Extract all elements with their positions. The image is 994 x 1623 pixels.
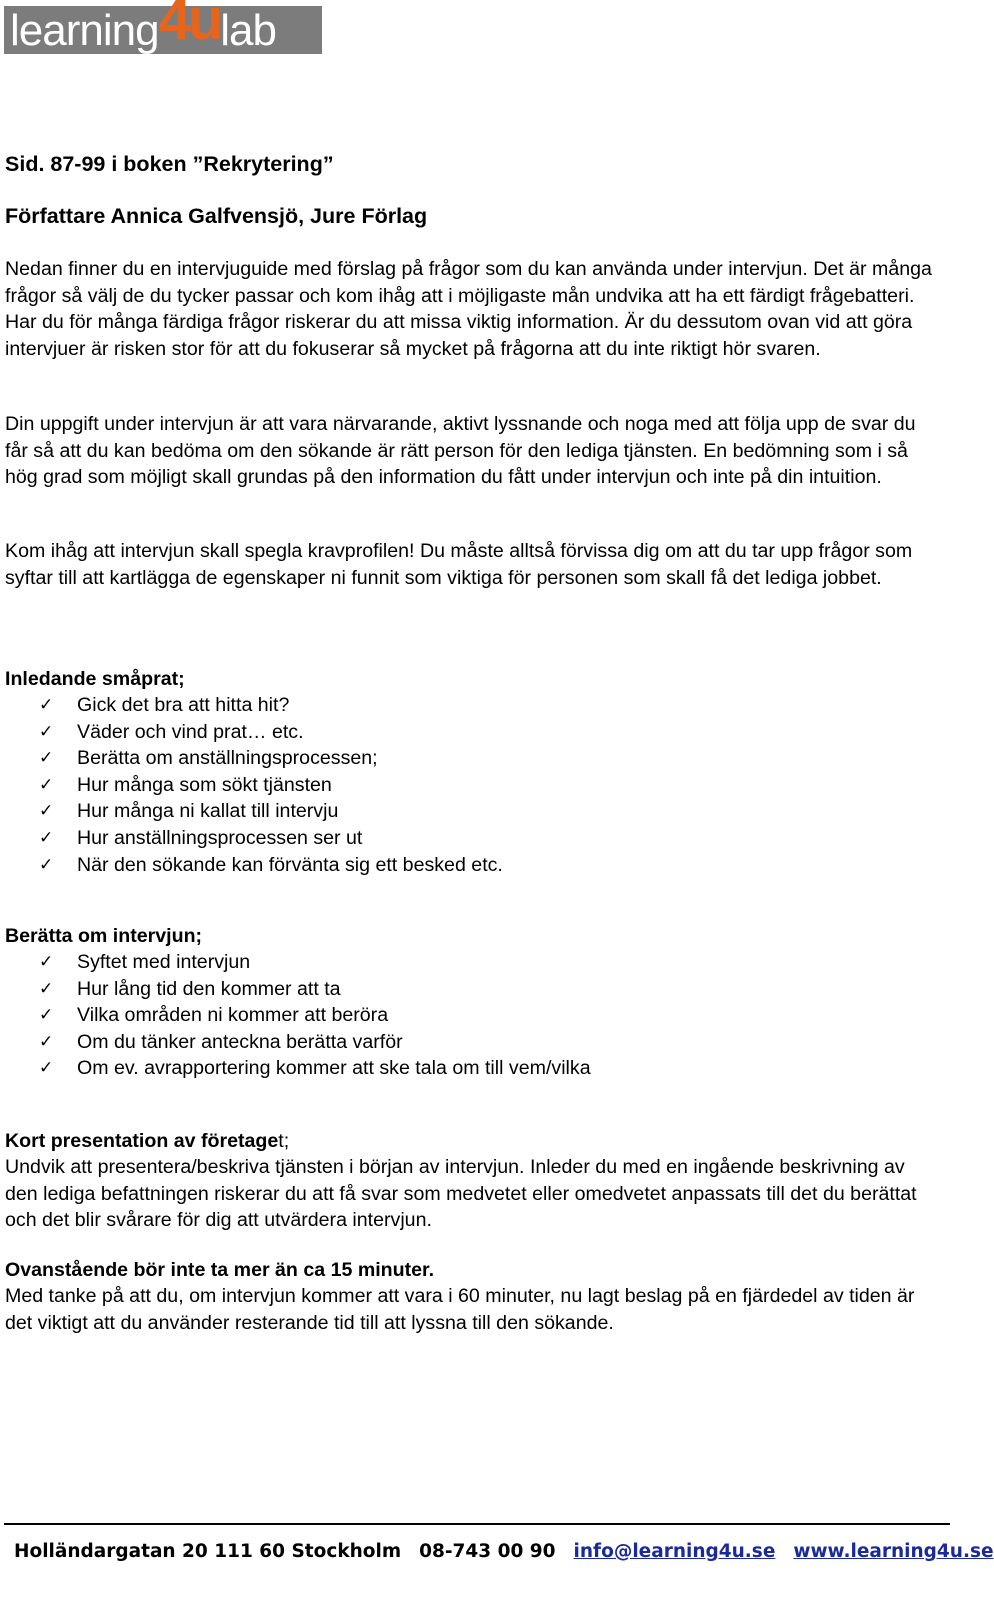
footer-divider xyxy=(4,1523,950,1525)
logo-text-accent: 4u xyxy=(158,0,221,52)
checkmark-icon: ✓ xyxy=(39,952,54,972)
list-item: ✓ Hur många som sökt tjänsten xyxy=(39,772,503,799)
section-interview-heading: Berätta om intervjun; xyxy=(5,925,203,947)
logo-text-before: learning xyxy=(10,6,159,55)
intro-paragraph-3: Kom ihåg att intervjun skall spegla kravprofilen! Du måste alltså förvissa dig om att du tar upp frågor som syftar till att kartlägga de egenskaper ni funnit som viktiga för personen som skall få det lediga jobbet. xyxy=(5,540,913,589)
list-item: ✓ Om ev. avrapportering kommer att ske tala om till vem/vilka xyxy=(39,1055,591,1082)
section-company-heading: Kort presentation av företaget; xyxy=(5,1130,290,1152)
checkmark-icon: ✓ xyxy=(39,748,54,769)
list-item: ✓ Hur många ni kallat till intervju xyxy=(39,798,503,825)
list-item: ✓ Gick det bra att hitta hit? xyxy=(39,692,503,719)
intro-paragraph-2: Din uppgift under intervjun är att vara närvarande, aktivt lyssnande och noga med att följa upp de svar du får så att du kan bedöma om den sökande är rätt person för den lediga tjänsten. En bedömning som i så hög grad som möjligt skall grundas på den information du fått under intervjun och inte på din intuition. xyxy=(5,413,916,489)
checkmark-icon: ✓ xyxy=(39,721,54,742)
list-item: ✓ Berätta om anställningsprocessen; xyxy=(39,745,503,772)
list-item: ✓ Om du tänker anteckna berätta varför xyxy=(39,1029,591,1056)
checkmark-icon: ✓ xyxy=(39,854,54,875)
footer xyxy=(14,1541,994,1562)
footer-address: Holländargatan 20 111 60 Stockholm xyxy=(14,1541,402,1562)
list-item: ✓ Hur anställningsprocessen ser ut xyxy=(39,825,503,852)
checkmark-icon: ✓ xyxy=(39,978,54,999)
footer-email-link[interactable]: info@learning4u.se xyxy=(573,1541,776,1562)
list-item: ✓ Hur lång tid den kommer att ta xyxy=(39,976,591,1003)
checkmark-icon: ✓ xyxy=(39,695,54,715)
section-company-text: Undvik att presentera/beskriva tjänsten i början av intervjun. Inleder du med en ingående beskrivning av den lediga befattningen riskerar du att få svar som medvetet eller omedvetet anpassats till det du berättat och det blir svårare för dig att utvärdera intervjun. xyxy=(5,1156,917,1232)
page-title: Sid. 87-99 i boken ”Rekrytering” xyxy=(5,152,334,176)
list-item: ✓ Väder och vind prat… etc. xyxy=(39,719,503,746)
logo-text-after: lab xyxy=(220,6,276,55)
section-interview-list xyxy=(39,949,591,1082)
company-logo xyxy=(4,0,322,55)
list-item: ✓ När den sökande kan förvänta sig ett besked etc. xyxy=(39,852,503,879)
checkmark-icon: ✓ xyxy=(39,801,54,822)
section-time-text: Med tanke på att du, om intervjun kommer att vara i 60 minuter, nu lagt beslag på en fjärdedel av tiden är det viktigt att du använder resterande tid till att lyssna till den sökande. xyxy=(5,1285,915,1334)
footer-website-link[interactable]: www.learning4u.se xyxy=(793,1541,994,1562)
checkmark-icon: ✓ xyxy=(39,1058,54,1079)
section-smalltalk-heading: Inledande småprat; xyxy=(5,668,185,690)
list-item: ✓ Syftet med intervjun xyxy=(39,949,591,976)
author-line: Författare Annica Galfvensjö, Jure Förlag xyxy=(5,204,428,228)
footer-phone: 08-743 00 90 xyxy=(419,1541,556,1562)
section-time-heading: Ovanstående bör inte ta mer än ca 15 minuter. xyxy=(5,1259,435,1281)
list-item: ✓ Vilka områden ni kommer att beröra xyxy=(39,1002,591,1029)
checkmark-icon: ✓ xyxy=(39,774,54,795)
intro-paragraph-1: Nedan finner du en intervjuguide med förslag på frågor som du kan använda under intervjun. Det är många frågor så välj de du tycker passar och kom ihåg att i möjligaste mån undvika att ha ett färdigt frågebatteri. Har du för många färdiga frågor riskerar du att missa viktig information. Är du dessutom ovan vid att göra intervjuer är risken stor för att du fokuserar så mycket på frågorna att du inte riktigt hör svaren. xyxy=(5,258,932,360)
checkmark-icon: ✓ xyxy=(39,1031,54,1052)
checkmark-icon: ✓ xyxy=(39,1005,54,1026)
checkmark-icon: ✓ xyxy=(39,827,54,848)
logo-wordmark xyxy=(10,2,276,55)
section-smalltalk-list xyxy=(39,692,503,878)
